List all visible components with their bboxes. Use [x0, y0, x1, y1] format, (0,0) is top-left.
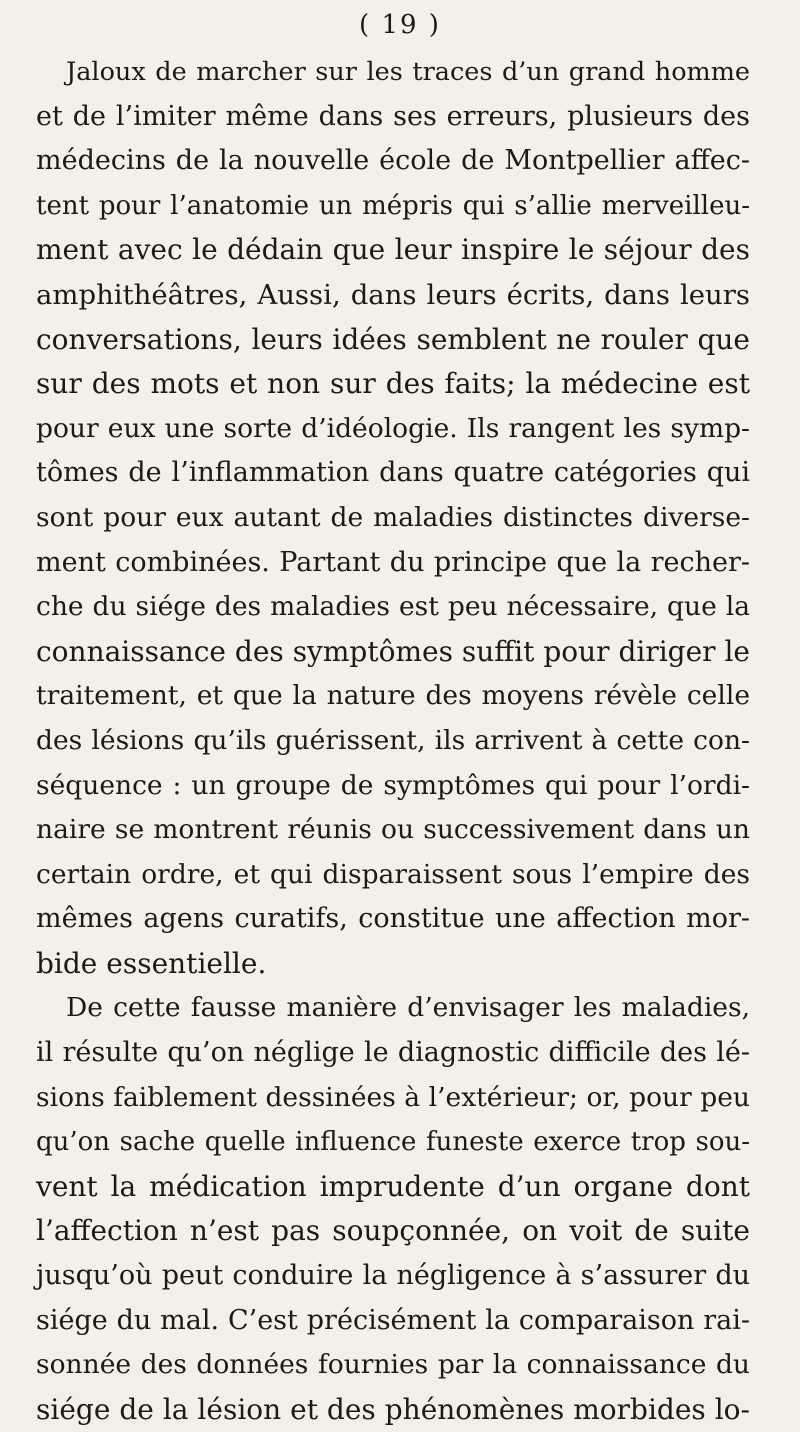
text-line: traitement, et que la nature des moyens révèle celle: [36, 680, 750, 712]
text-line: sions faiblement dessinées à l’extérieur; or, pour peu: [36, 1081, 750, 1113]
text-line: tent pour l’anatomie un mépris qui s’allie merveilleu-: [36, 190, 750, 221]
text-line: pour eux une sorte d’idéologie. Ils rangent les symp-: [36, 412, 750, 444]
text-line: ment avec le dédain que leur inspire le séjour des: [36, 233, 750, 267]
text-line: l’affection n’est pas soupçonnée, on voit de suite: [36, 1214, 750, 1248]
text-line: certain ordre, et qui disparaissent sous l’empire des: [36, 858, 750, 890]
text-line: siége du mal. C’est précisément la comparaison rai-: [36, 1304, 750, 1336]
text-line: il résulte qu’on néglige le diagnostic difficile des lé-: [36, 1037, 750, 1069]
text-line: amphithéâtres, Aussi, dans leurs écrits, dans leurs: [36, 278, 750, 311]
text-line: et de l’imiter même dans ses erreurs, plusieurs des: [36, 100, 750, 132]
text-line: mêmes agens curatifs, constitue une affection mor-: [36, 903, 750, 935]
text-line: médecins de la nouvelle école de Montpellier affec-: [36, 145, 750, 177]
text-line: naire se montrent réunis ou successivement dans un: [36, 814, 750, 846]
text-line: conversations, leurs idées semblent ne rouler que: [36, 322, 750, 356]
text-line: tômes de l’inflammation dans quatre catégories qui: [36, 457, 750, 489]
text-line: qu’on sache quelle influence funeste exerce trop sou-: [36, 1127, 750, 1158]
text-line: che du siége des maladies est peu nécessaire, que la: [36, 591, 750, 623]
text-line: siége de la lésion et des phénomènes morbides lo-: [36, 1392, 750, 1426]
text-line: connaissance des symptômes suffit pour diriger le: [36, 634, 750, 668]
text-line: séquence : un groupe de symptômes qui pour l’ordi-: [36, 769, 750, 801]
text-line: jusqu’où peut conduire la négligence à s’assurer du: [36, 1260, 750, 1292]
text-line: De cette fausse manière d’envisager les maladies,: [66, 992, 750, 1024]
page-number: ( 19 ): [359, 10, 441, 40]
text-line: vent la médication imprudente d’un organe dont: [36, 1169, 750, 1203]
text-line: sont pour eux autant de maladies distinctes diverse-: [36, 501, 750, 533]
text-line: bide essentielle.: [36, 946, 267, 980]
text-line: Jaloux de marcher sur les traces d’un grand homme: [66, 57, 750, 87]
text-line: sonnée des données fournies par la connaissance du: [36, 1349, 750, 1381]
text-line: des lésions qu’ils guérissent, ils arrivent à cette con-: [36, 724, 750, 756]
text-line: sur des mots et non sur des faits; la médecine est: [36, 367, 750, 401]
body-text: [36, 50, 750, 1432]
text-line: ment combinées. Partant du principe que la recher-: [36, 546, 750, 578]
